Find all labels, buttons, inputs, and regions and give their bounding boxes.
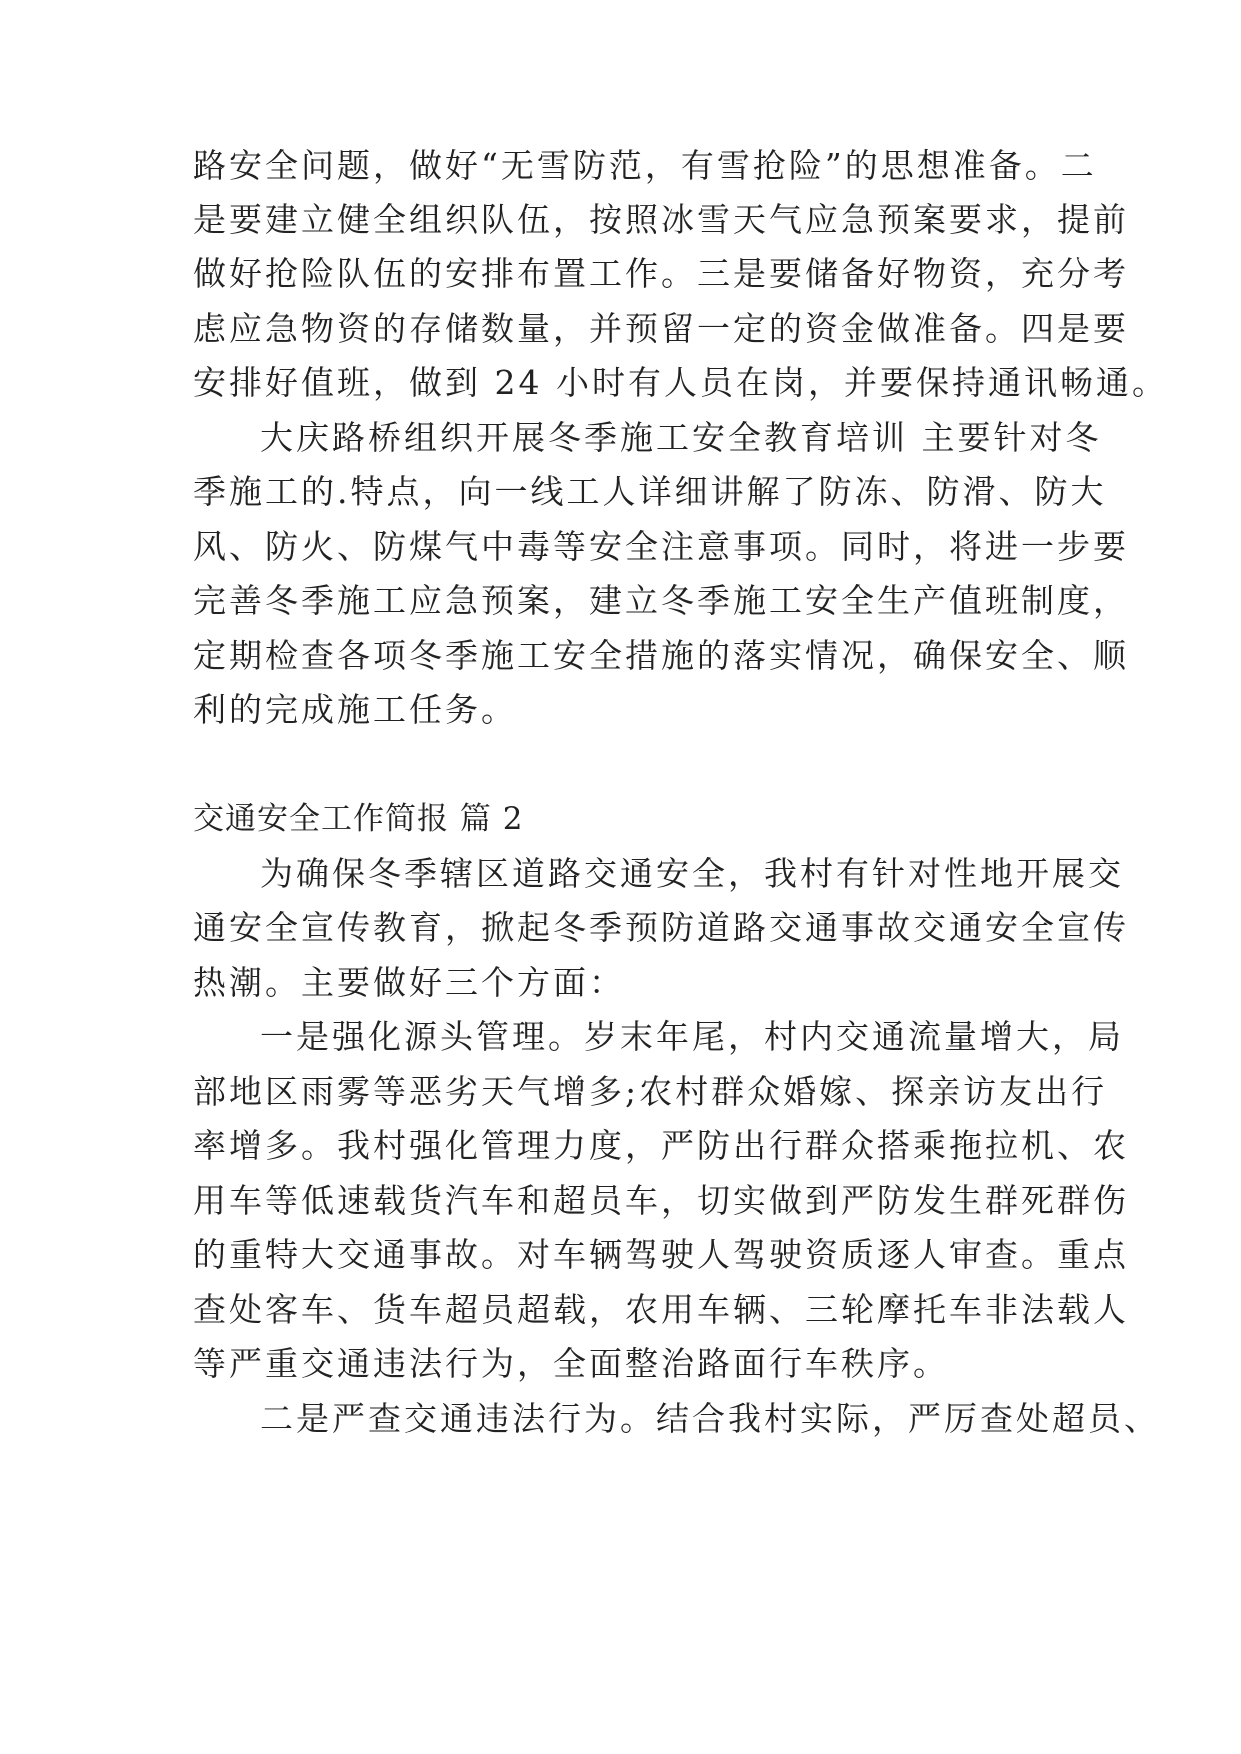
text-line: 率增多。我村强化管理力度，严防出行群众搭乘拖拉机、农 (193, 1126, 1129, 1165)
text-line: 的重特大交通事故。对车辆驾驶人驾驶资质逐人审查。重点 (193, 1235, 1129, 1274)
section-heading: 交通安全工作简报 篇 2 (193, 801, 524, 837)
text-line: 大庆路桥组织开展冬季施工安全教育培训 主要针对冬 (260, 418, 1102, 457)
text-line: 季施工的.特点，向一线工人详细讲解了防冻、防滑、防大 (193, 472, 1107, 511)
text-line: 查处客车、货车超员超载，农用车辆、三轮摩托车非法载人 (193, 1290, 1129, 1329)
text-line: 完善冬季施工应急预案，建立冬季施工安全生产值班制度， (193, 581, 1129, 620)
text-line: 风、防火、防煤气中毒等安全注意事项。同时，将进一步要 (193, 527, 1129, 566)
text-line: 二是严查交通违法行为。结合我村实际，严厉查处超员、 (260, 1399, 1160, 1438)
text-line: 虑应急物资的存储数量，并预留一定的资金做准备。四是要 (193, 309, 1129, 348)
text-line: 为确保冬季辖区道路交通安全，我村有针对性地开展交 (260, 854, 1124, 893)
text-line: 通安全宣传教育，掀起冬季预防道路交通事故交通安全宣传 (193, 908, 1129, 947)
text-line: 等严重交通违法行为，全面整治路面行车秩序。 (193, 1344, 949, 1383)
text-line: 做好抢险队伍的安排布置工作。三是要储备好物资，充分考 (193, 254, 1129, 293)
text-line: 热潮。主要做好三个方面： (193, 963, 625, 1002)
text-line: 定期检查各项冬季施工安全措施的落实情况，确保安全、顺 (193, 636, 1129, 675)
text-line: 是要建立健全组织队伍，按照冰雪天气应急预案要求，提前 (193, 200, 1129, 239)
text-line: 一是强化源头管理。岁末年尾，村内交通流量增大，局 (260, 1017, 1124, 1056)
text-line: 部地区雨雾等恶劣天气增多;农村群众婚嫁、探亲访友出行 (193, 1072, 1108, 1111)
text-line: 安排好值班，做到 24 小时有人员在岗，并要保持通讯畅通。 (193, 363, 1168, 402)
text-line: 用车等低速载货汽车和超员车，切实做到严防发生群死群伤 (193, 1181, 1129, 1220)
text-line: 路安全问题，做好“无雪防范，有雪抢险”的思想准备。二 (193, 146, 1097, 185)
text-line: 利的完成施工任务。 (193, 690, 517, 729)
